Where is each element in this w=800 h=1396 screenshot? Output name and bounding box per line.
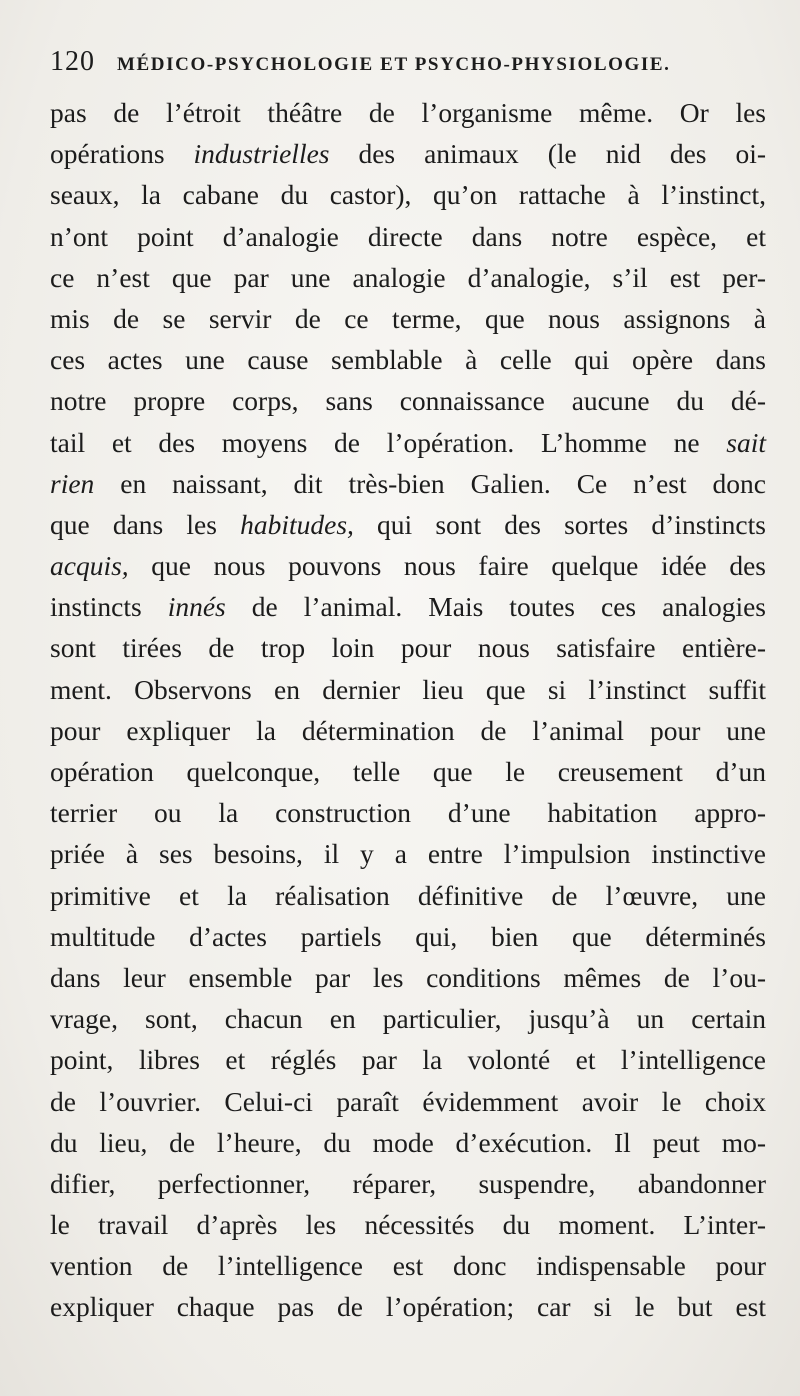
running-head: MÉDICO-PSYCHOLOGIE ET PSYCHO-PHYSIOLOGIE. (117, 54, 671, 75)
text-line (50, 1122, 766, 1163)
text-run: notre propre corps, sans connaissance aucune du dé- (50, 385, 766, 417)
italic-phrase: industrielles (193, 138, 330, 170)
text-run: que dans les (50, 508, 241, 540)
text-run: mis de se servir de ce terme, que nous assignons à (50, 302, 766, 334)
text-run: seaux, la cabane du castor), qu’on rattache à l’instinct, (50, 179, 766, 211)
text-run: point, libres et réglés par la volonté et l’intelligence (50, 1044, 766, 1076)
text-run: le travail d’après les nécessités du moment. L’inter- (50, 1209, 766, 1241)
text-line (50, 1039, 766, 1080)
italic-phrase: innés (167, 591, 226, 623)
italic-phrase: rien (50, 467, 95, 499)
text-line (50, 216, 766, 257)
text-run: vention de l’intelligence est donc indispensable pour (50, 1250, 766, 1282)
italic-phrase: sait (726, 426, 766, 458)
text-run: qui sont des sortes d’instincts (353, 508, 766, 540)
text-line (50, 1204, 766, 1245)
text-line (50, 463, 766, 504)
text-run: opération quelconque, telle que le creusement d’un (50, 756, 766, 787)
text-run: dans leur ensemble par les conditions mêmes de l’ou- (50, 961, 766, 993)
text-run: difier, perfectionner, réparer, suspendre, abandonner (50, 1167, 766, 1199)
text-run: instincts (50, 591, 168, 623)
text-line (50, 298, 766, 339)
italic-phrase: habitudes, (240, 508, 354, 540)
text-run: sont tirées de trop loin pour nous satisfaire entière- (50, 632, 766, 664)
text-run: ment. Observons en dernier lieu que si l’instinct suffit (50, 673, 766, 705)
text-run: expliquer chaque pas de l’opération; car si le but est (50, 1291, 766, 1323)
text-run: des animaux (le nid des oi- (329, 138, 767, 170)
text-line (50, 257, 766, 298)
page-header (50, 46, 762, 88)
text-line (50, 174, 766, 215)
text-run: de l’ouvrier. Celui-ci paraît évidemment avoir le choix (50, 1085, 766, 1117)
text-line (50, 1163, 766, 1204)
text-line (50, 875, 766, 916)
text-line (50, 751, 766, 792)
text-line (50, 422, 766, 463)
text-run: n’ont point d’analogie directe dans notre espèce, et (50, 220, 766, 252)
text-run: primitive et la réalisation définitive de l’œuvre, une (50, 879, 766, 911)
text-line (50, 916, 766, 957)
text-run: terrier ou la construction d’une habitation appro- (50, 797, 766, 829)
text-line (50, 1245, 766, 1286)
text-line (50, 1286, 766, 1327)
body-text (50, 92, 766, 1328)
text-line (50, 957, 766, 998)
italic-phrase: acquis, (50, 550, 129, 582)
text-line (50, 627, 766, 668)
text-run: en naissant, dit très-bien Galien. Ce n’est donc (94, 467, 766, 499)
text-line (50, 545, 766, 586)
text-line (50, 92, 766, 133)
text-line (50, 504, 766, 545)
text-line (50, 586, 766, 627)
page-number: 120 (50, 46, 95, 77)
text-run: pas de l’étroit théâtre de l’organisme même. Or les (50, 97, 766, 128)
text-line (50, 133, 766, 174)
text-run: tail et des moyens de l’opération. L’homme ne (50, 426, 727, 458)
text-run: ces actes une cause semblable à celle qui opère dans (50, 344, 766, 376)
text-run: priée à ses besoins, il y a entre l’impulsion instinctive (50, 838, 766, 870)
text-line (50, 339, 766, 380)
text-line (50, 669, 766, 710)
text-line (50, 833, 766, 874)
text-line (50, 380, 766, 421)
text-line (50, 1081, 766, 1122)
text-run: vrage, sont, chacun en particulier, jusqu’à un certain (50, 1003, 766, 1035)
text-run: du lieu, de l’heure, du mode d’exécution. Il peut mo- (50, 1126, 766, 1158)
text-run: opérations (50, 138, 194, 170)
text-run: de l’animal. Mais toutes ces analogies (225, 591, 766, 623)
text-line (50, 998, 766, 1039)
text-line (50, 710, 766, 751)
text-run: multitude d’actes partiels qui, bien que déterminés (50, 920, 766, 952)
text-run: ce n’est que par une analogie d’analogie, s’il est per- (50, 261, 766, 293)
text-run: pour expliquer la détermination de l’animal pour une (50, 714, 766, 746)
text-line (50, 792, 766, 833)
text-run: que nous pouvons nous faire quelque idée des (128, 550, 766, 582)
